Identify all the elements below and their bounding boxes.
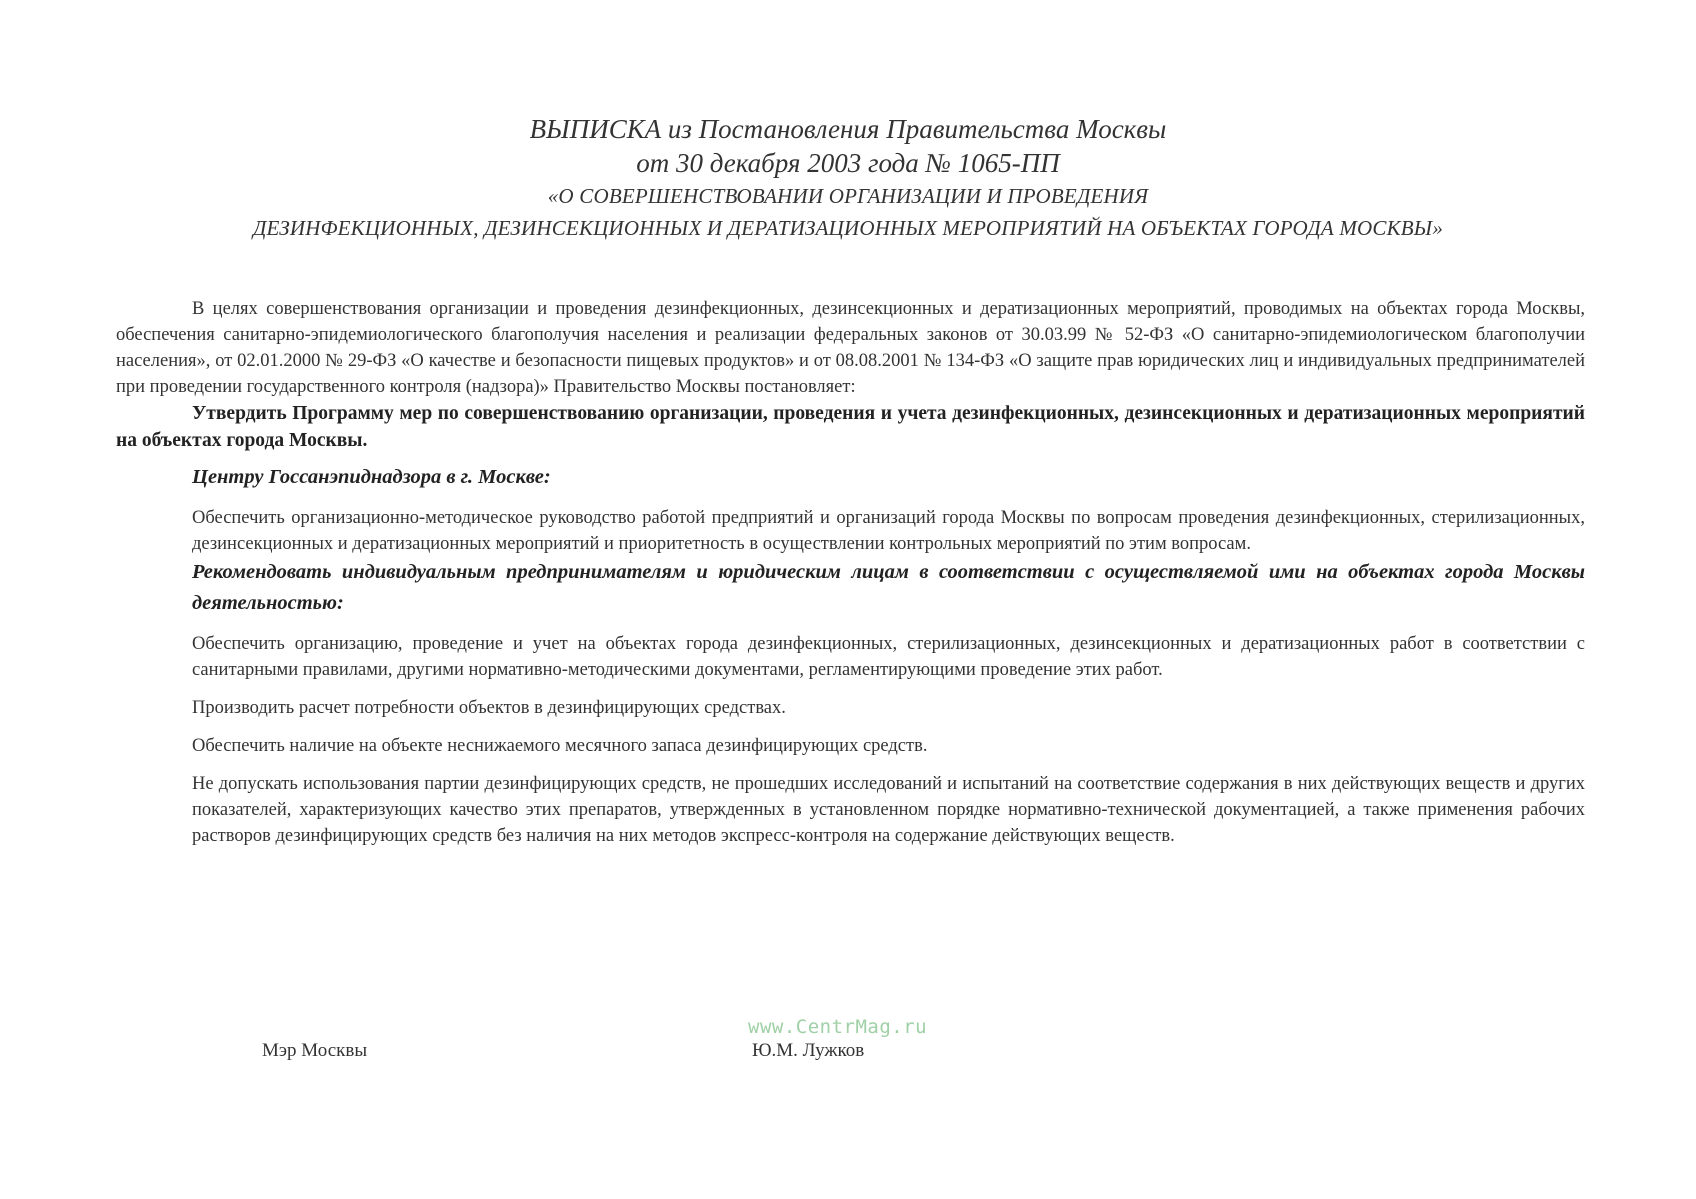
header-date-number: от 30 декабря 2003 года № 1065-ПП <box>636 148 1060 178</box>
header-subject-line-2: ДЕЗИНФЕКЦИОННЫХ, ДЕЗИНСЕКЦИОННЫХ И ДЕРАТИЗАЦИОННЫХ МЕРОПРИЯТИЙ НА ОБЪЕКТАХ ГОРОДА МОСКВЫ» <box>252 216 1444 240</box>
center-heading: Центру Госсанэпиднадзора в г. Москве: <box>192 466 551 488</box>
recommend-heading: Рекомендовать индивидуальным предпринимателям и юридическим лицам в соответствии с осуществляемой ими на объектах города Москвы деятельностью: <box>192 561 1585 614</box>
intro-paragraph: В целях совершенствования организации и проведения дезинфекционных, дезинсекционных и дератизационных мероприятий, проводимых на объектах города Москвы, обеспечения санитарно-эпидемиологического благополучия населения и реализации федеральных законов от 30.03.99 № 52-ФЗ «О санитарно-эпидемиологическом благополучии населения», от 02.01.2000 № 29-ФЗ «О качестве и безопасности пищевых продуктов» и от 08.08.2001 № 134-ФЗ «О защите прав юридических лиц и индивидуальных предпринимателей при проведении государственного контроля (надзора)» Правительство Москвы постановляет: <box>116 299 1585 397</box>
approve-paragraph: Утвердить Программу мер по совершенствованию организации, проведения и учета дезинфекционных, дезинсекционных и дератизационных мероприятий на объектах города Москвы. <box>116 403 1585 451</box>
watermark: www.CentrMag.ru <box>748 1016 928 1038</box>
recommendation-1: Обеспечить организацию, проведение и учет на объектах города дезинфекционных, стерилизационных, дезинсекционных и дератизационных работ в соответствии с санитарными правилами, другими нормативно-методическими документами, регламентирующими проведение этих работ. <box>192 634 1585 680</box>
header-subject-line-1: «О СОВЕРШЕНСТВОВАНИИ ОРГАНИЗАЦИИ И ПРОВЕДЕНИЯ <box>547 184 1149 208</box>
center-paragraph: Обеспечить организационно-методическое руководство работой предприятий и организаций города Москвы по вопросам проведения дезинфекционных, стерилизационных, дезинсекционных и дератизационных мероприятий и приоритетность в осуществлении контрольных мероприятий по этим вопросам. <box>192 508 1585 554</box>
signature-name: Ю.М. Лужков <box>752 1040 865 1061</box>
document-body <box>116 296 1585 849</box>
recommendation-2: Производить расчет потребности объектов в дезинфицирующих средствах. <box>192 698 786 718</box>
recommendation-4: Не допускать использования партии дезинфицирующих средств, не прошедших исследований и испытаний на соответствие содержания в них действующих веществ и других показателей, характеризующих качество этих препаратов, утвержденных в установленном порядке нормативно-технической документацией, а также применения рабочих растворов дезинфицирующих средств без наличия на них методов экспресс-контроля на содержание действующих веществ. <box>192 774 1585 846</box>
recommendation-3: Обеспечить наличие на объекте неснижаемого месячного запаса дезинфицирующих средств. <box>192 736 928 756</box>
header-title: ВЫПИСКА из Постановления Правительства Москвы <box>529 114 1167 144</box>
signature-title: Мэр Москвы <box>262 1040 368 1061</box>
document-header <box>0 112 1696 244</box>
